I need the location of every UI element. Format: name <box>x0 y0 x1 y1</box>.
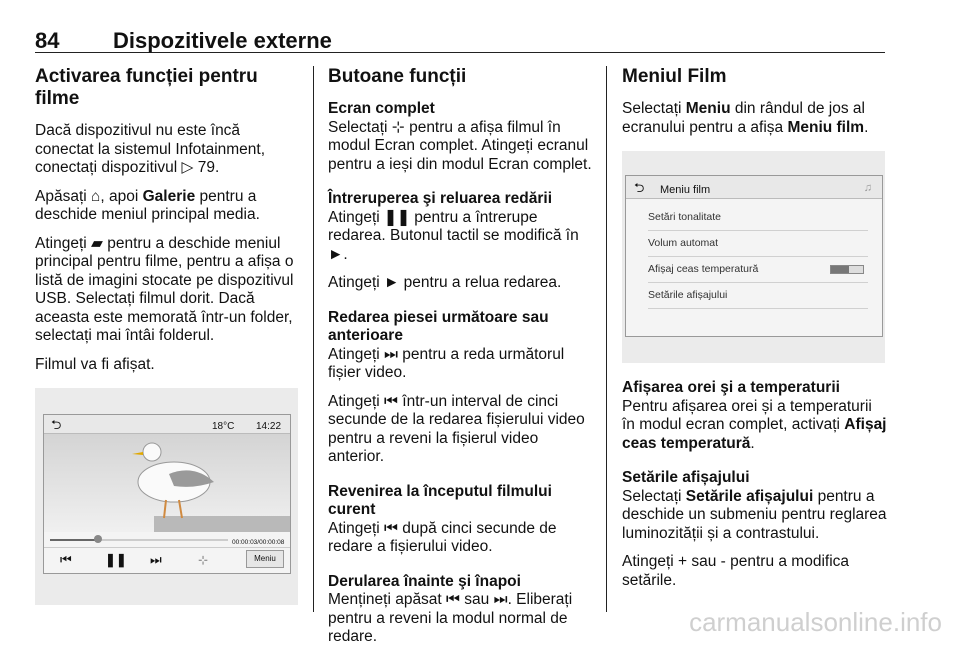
home-icon: ⌂ <box>91 187 101 205</box>
paragraph: Dacă dispozitivul nu este încă conectat la sistemul Infotainment, conectați dispozitivul ▷ 79. <box>35 122 266 176</box>
menu-title: Meniu film <box>660 184 711 196</box>
menu-item-display-settings[interactable]: Setările afișajului <box>648 282 868 309</box>
next-icon: ⏭ <box>493 591 508 608</box>
previous-button[interactable]: ⏮ <box>60 552 72 567</box>
column-divider <box>606 66 607 612</box>
back-icon[interactable]: ⮌ <box>634 180 645 195</box>
seagull-image <box>44 434 290 532</box>
paragraph: Filmul va fi afișat. <box>35 355 155 373</box>
page-ref-icon: ▷ <box>181 159 194 176</box>
page-header <box>35 28 885 53</box>
music-icon: ♫ <box>863 182 872 194</box>
section-title: Dispozitivele externe <box>113 28 332 53</box>
play-icon: ► <box>384 274 400 291</box>
column-3 <box>622 66 887 600</box>
subheading: Setările afișajului <box>622 469 750 486</box>
clock-readout: 14:22 <box>256 421 282 432</box>
movie-player-screenshot <box>35 388 298 605</box>
subheading: Redarea piesei următoare sau anterioare <box>328 308 549 344</box>
subheading: Afișarea orei şi a temperaturii <box>622 379 840 396</box>
column-1 <box>35 66 300 605</box>
paragraph: Atingeți ❚❚ pentru a întrerupe redarea. Butonul tactil se modifică în ►. <box>328 208 579 263</box>
pause-button[interactable]: ❚❚ <box>105 552 127 567</box>
previous-icon: ⏮ <box>446 591 460 608</box>
heading-activate-film: Activarea funcției pentru filme <box>35 66 258 109</box>
subheading: Revenirea la începutul filmului curent <box>328 482 552 518</box>
pause-icon: ❚❚ <box>384 208 410 226</box>
time-display: 00:00:03/00:00:08 <box>232 539 285 546</box>
watermark: carmanualsonline.info <box>689 607 942 637</box>
paragraph: Selectați Meniu din rândul de jos al ecranului pentru a afișa Meniu film. <box>622 100 869 136</box>
subheading: Derularea înainte şi înapoi <box>328 572 521 590</box>
film-menu-screen <box>625 175 883 337</box>
next-button[interactable]: ⏭ <box>150 552 162 567</box>
menu-item-tone-settings[interactable]: Setări tonalitate <box>648 204 868 231</box>
heading-function-buttons: Butoane funcții <box>328 66 467 87</box>
paragraph: Atingeți ⏮ după cinci secunde de redare a fișierului video. <box>328 519 557 555</box>
clock-temperature-toggle[interactable] <box>830 265 864 274</box>
progress-fill <box>50 539 98 541</box>
play-icon: ► <box>328 245 344 263</box>
paragraph: Selectați ⊹ pentru a afișa filmul în modul Ecran complet. Atingeți ecranul pentru a ieși din modul Ecran complet. <box>328 118 592 173</box>
subheading: Ecran complet <box>328 100 435 117</box>
player-screen <box>43 414 291 574</box>
film-icon: ▰ <box>91 234 103 252</box>
menu-item-clock-temperature[interactable]: Afișaj ceas temperatură <box>648 256 868 283</box>
page-number: 84 <box>35 28 60 53</box>
previous-icon: ⏮ <box>384 519 398 537</box>
menu-item-auto-volume[interactable]: Volum automat <box>648 230 868 257</box>
paragraph: Atingeți ► pentru a relua redarea. <box>328 274 562 291</box>
paragraph: Mențineți apăsat ⏮ sau ⏭. Eliberați pentru a reveni la modul normal de redare. <box>328 591 573 645</box>
fullscreen-button[interactable]: ⊹ <box>198 553 209 567</box>
next-icon: ⏭ <box>384 345 398 363</box>
progress-handle[interactable] <box>94 535 102 543</box>
paragraph: Atingeți ⏮ într-un interval de cinci secunde de la redarea fișierului video pentru a reveni la fișierul video anterior. <box>328 392 585 465</box>
previous-icon: ⏮ <box>384 392 398 410</box>
paragraph: Atingeți ▰ pentru a deschide meniul principal pentru filme, pentru a afișa o listă de imagini stocate pe dispozitivul USB. Selectați filmul dorit. Dacă aceasta este memorată într-un folder, selectați mai întâi folderul. <box>35 234 294 344</box>
column-divider <box>313 66 314 612</box>
paragraph: Apăsați ⌂, apoi Galerie pentru a deschide meniul principal media. <box>35 187 260 223</box>
paragraph: Atingeți + sau - pentru a modifica setările. <box>622 553 850 589</box>
column-2 <box>328 66 593 657</box>
fullscreen-icon: ⊹ <box>391 118 405 136</box>
temperature-readout: 18°C <box>212 421 235 432</box>
paragraph: Selectați Setările afișajului pentru a deschide un submeniu pentru reglarea luminozității și a contrastului. <box>622 487 887 542</box>
paragraph: Pentru afișarea orei și a temperaturii în modul ecran complet, activați Afișaj ceas temperatură. <box>622 397 887 452</box>
back-icon[interactable]: ⮌ <box>51 417 62 432</box>
heading-film-menu: Meniul Film <box>622 66 727 87</box>
video-area[interactable] <box>44 434 290 532</box>
paragraph: Atingeți ⏭ pentru a reda următorul fișier video. <box>328 345 565 381</box>
progress-track[interactable] <box>50 539 228 541</box>
film-menu-screenshot <box>622 151 885 363</box>
menu-button[interactable]: Meniu <box>246 550 284 568</box>
subheading: Întreruperea şi reluarea redării <box>328 190 553 207</box>
